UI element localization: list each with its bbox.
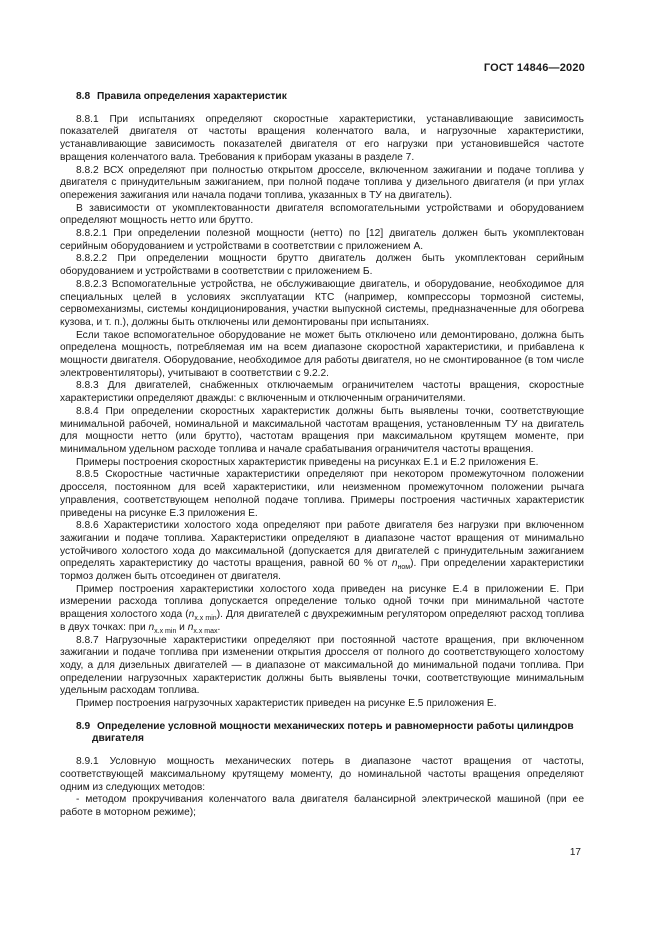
paragraph: 8.8.2.3 Вспомогательные устройства, не обслуживающие двигатель, и оборудование, необходимое для специальных целей в условиях эксплуатации КТС (например, компрессоры тормозной системы, сервомеханизмы, системы кондиционирования, участки выпускной системы, предназначенные для обогрева кузова, и т. п.), должны быть отключены или демонтированы при испытаниях. (60, 278, 584, 328)
paragraph-8-8-7: 8.8.7 Нагрузочные характеристики определяют при постоянной частоте вращения, при включенном зажигании и подаче топлива при изменении открытия дросселя от полного до соответствующего холостому ходу, а для дизельных двигателей — в диапазоне от максимальной до минимальной подачи топлива. При определении нагрузочных характеристик должны быть выявлены точки, соответствующие минимальным удельным расходам топлива. (60, 634, 584, 697)
document-body (60, 91, 584, 820)
paragraph: Если такое вспомогательное оборудование не может быть отключено или демонтировано, должна быть определена мощность, потребляемая им на всем диапазоне скоростной характеристики, и прибавлена к мощности двигателя. Оборудование, необходимое для работы двигателя, но не смонтированное (в том числе электровентиляторы), учитывают в соответствии с 9.2.2. (60, 329, 584, 379)
paragraph: 8.8.2 ВСХ определяют при полностью открытом дросселе, включенном зажигании и подаче топлива у двигателя с принудительным зажиганием, при полной подаче топлива у дизельного двигателя (и при углах опережения зажигания или начала подачи топлива, указанных в ТУ на двигатель). (60, 164, 584, 201)
paragraph-idle-example: Пример построения характеристики холостого хода приведен на рисунке Е.4 в приложении Е. При измерении расхода топлива допускается определение только одной точки при минимальной частоте вращения холостого хода $(n_{х.х min})$. Для двигателей с двухрежимным регулятором определяют расход топлива в двух точках: при $n_{х.х min}$ и $n_{х.х max}$. (60, 583, 584, 635)
paragraph: В зависимости от укомплектованности двигателя вспомогательными устройствами и оборудованием определяют мощность нетто или брутто. (60, 202, 584, 227)
paragraph: Пример построения нагрузочных характеристик приведен на рисунке Е.5 приложения Е. (76, 698, 497, 710)
paragraph: 8.8.1 При испытаниях определяют скоростные характеристики, устанавливающие зависимость показателей двигателя от частоты вращения коленчатого вала, и нагрузочные характеристики, устанавливающие зависимость показателей двигателя от его нагрузки при установившейся частоте вращения коленчатого вала. Требования к приборам указаны в разделе 7. (60, 113, 584, 163)
paragraph-8-8-6: 8.8.6 Характеристики холостого хода определяют при работе двигателя без нагрузки при включенном зажигании и подаче топлива. Характеристики определяют в диапазоне частот вращения от минимально устойчивого холостого хода до максимальной (допускается для двигателей с принудительным зажиганием определять характеристику до частоты вращения, равной 60 % от $n_{ном}$). При определении характеристики тормоз должен быть отсоединен от двигателя. (60, 520, 584, 583)
section-title: Правила определения характеристик (97, 91, 287, 102)
page-number: 17 (569, 847, 581, 858)
section-heading-8-8 (60, 91, 584, 104)
list-item: - методом прокручивания коленчатого вала двигателя балансирной электрической машиной (при ее работе в моторном режиме); (60, 794, 584, 818)
paragraph: Примеры построения скоростных характеристик приведены на рисунках Е.1 и Е.2 приложения Е. (76, 456, 539, 468)
paragraph: 8.8.2.2 При определении мощности брутто двигатель должен быть укомплектован серийным оборудованием и устройствами в соответствии с приложением Б. (60, 253, 584, 278)
paragraph: 8.8.2.1 При определении полезной мощности (нетто) по [12] двигатель должен быть укомплектован серийным оборудованием и устройствами в соответствии с приложением А. (60, 228, 584, 252)
section-title: Определение условной мощности механических потерь и равномерности работы цилиндров двигателя (92, 720, 574, 745)
section-gap (60, 711, 584, 721)
section-number: 8.8 (76, 91, 91, 102)
paragraph: 8.8.4 При определении скоростных характеристик должны быть выявлены точки, соответствующие минимальной рабочей, номинальной и максимальной частотам вращения, установленным ТУ на двигатель для мощности нетто (или брутто), частотам вращения при максимальном крутящем моменте, при минимальном удельном расходе топлива и начале срабатывания ограничителя частоты вращения. (60, 405, 584, 455)
section-number: 8.9 (76, 720, 91, 732)
document-code: ГОСТ 14846—2020 (483, 62, 585, 74)
paragraph: 8.8.5 Скоростные частичные характеристики определяют при некотором промежуточном положении дросселя, постоянном для всей характеристики, или неизменном промежуточном положении рычага управления, соответствующем неполной подаче топлива. Примеры построения частичных характеристик приведены на рисунке Е.3 приложения Е. (60, 469, 584, 519)
paragraph: 8.8.3 Для двигателей, снабженных отключаемым ограничителем частоты вращения, скоростные характеристики определяют дважды: с включенным и отключенным ограничителями. (60, 380, 584, 405)
paragraph-8-9-1: 8.9.1 Условную мощность механических потерь в диапазоне частот вращения от частоты, соответствующей максимальному крутящему моменту, до номинальной частоты вращения определяют одним из следующих методов: (60, 756, 584, 793)
section-heading-8-9 (60, 721, 584, 746)
